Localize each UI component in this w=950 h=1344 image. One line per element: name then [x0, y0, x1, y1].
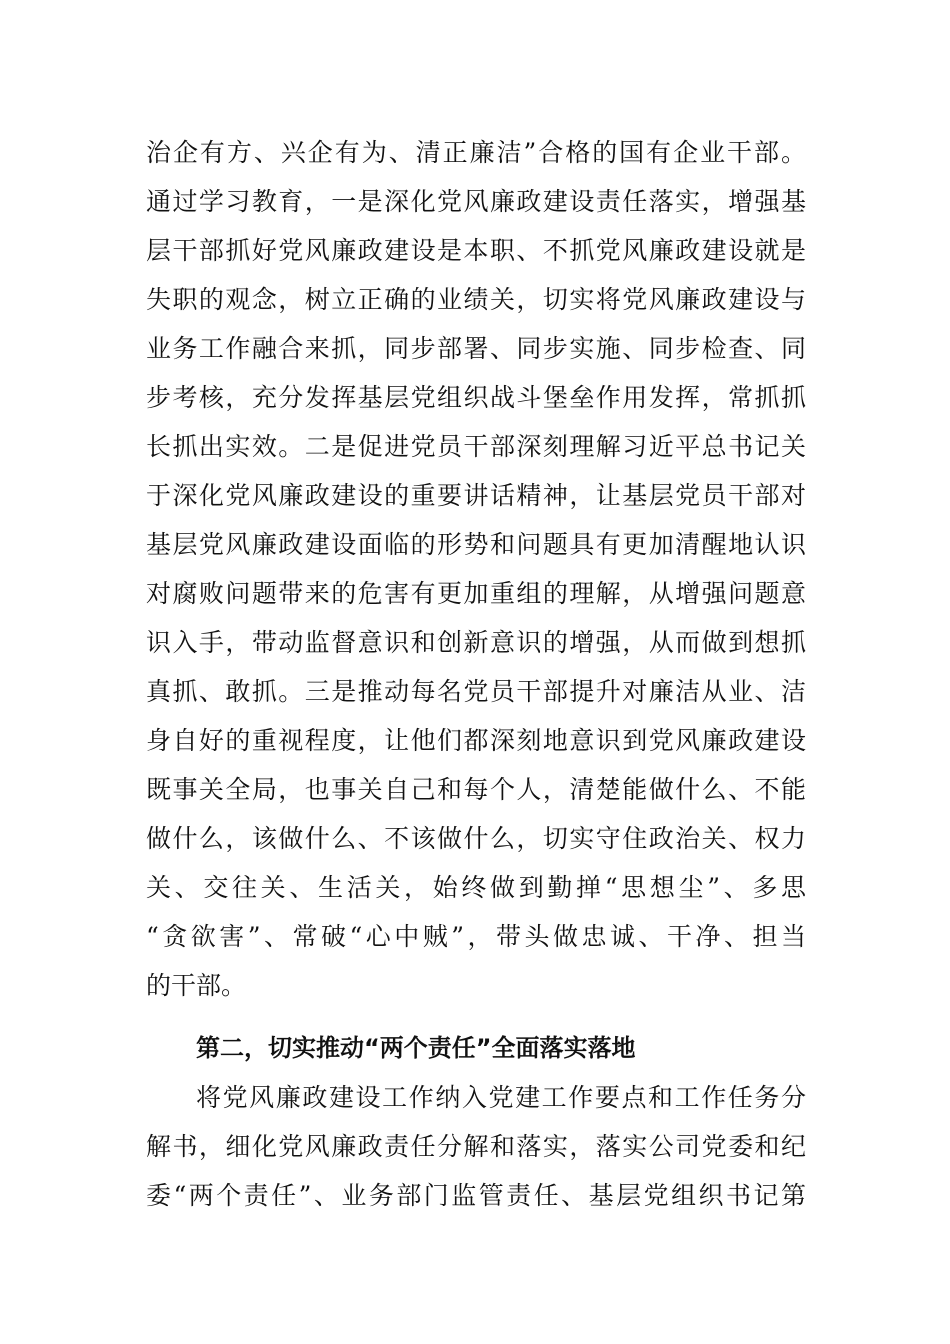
- text-line: 解书，细化党风廉政责任分解和落实，落实公司党委和纪: [146, 1132, 806, 1161]
- text-line: 步考核，充分发挥基层党组织战斗堡垒作用发挥，常抓抓: [146, 383, 806, 412]
- section-heading: 第二，切实推动“两个责任”全面落实落地: [196, 1034, 636, 1062]
- text-line: 关、交往关、生活关，始终做到勤掸“思想尘”、多思: [146, 873, 806, 902]
- text-line: “贪欲害”、常破“心中贼”，带头做忠诚、干净、担当: [146, 922, 806, 951]
- text-line: 治企有方、兴企有为、清正廉洁”合格的国有企业干部。: [146, 138, 806, 167]
- text-line: 失职的观念，树立正确的业绩关，切实将党风廉政建设与: [146, 285, 806, 314]
- text-line: 基层党风廉政建设面临的形势和问题具有更加清醒地认识: [146, 530, 806, 559]
- text-line: 对腐败问题带来的危害有更加重组的理解，从增强问题意: [146, 579, 806, 608]
- text-line: 于深化党风廉政建设的重要讲话精神，让基层党员干部对: [146, 481, 806, 510]
- text-line: 委“两个责任”、业务部门监管责任、基层党组织书记第: [146, 1181, 806, 1210]
- text-line: 身自好的重视程度，让他们都深刻地意识到党风廉政建设: [146, 726, 806, 755]
- text-line: 的干部。: [146, 971, 247, 1000]
- text-line: 做什么，该做什么、不该做什么，切实守住政治关、权力: [146, 824, 806, 853]
- text-line: 真抓、敢抓。三是推动每名党员干部提升对廉洁从业、洁: [146, 677, 806, 706]
- text-line: 识入手，带动监督意识和创新意识的增强，从而做到想抓: [146, 628, 806, 657]
- text-line: 层干部抓好党风廉政建设是本职、不抓党风廉政建设就是: [146, 236, 806, 265]
- text-line: 既事关全局，也事关自己和每个人，清楚能做什么、不能: [146, 775, 806, 804]
- text-line: 将党风廉政建设工作纳入党建工作要点和工作任务分: [196, 1083, 806, 1112]
- text-line: 长抓出实效。二是促进党员干部深刻理解习近平总书记关: [146, 432, 806, 461]
- text-line: 业务工作融合来抓，同步部署、同步实施、同步检查、同: [146, 334, 806, 363]
- text-line: 通过学习教育，一是深化党风廉政建设责任落实，增强基: [146, 187, 806, 216]
